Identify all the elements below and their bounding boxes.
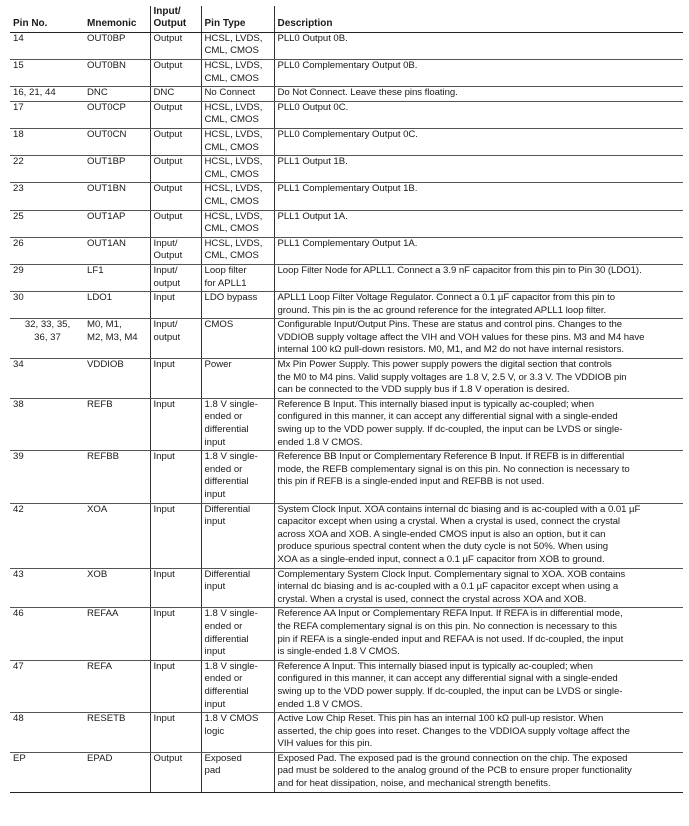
input-output-cell: Input xyxy=(150,398,201,450)
pin-description-table-container xyxy=(10,6,683,793)
pin-type-cell: Differential input xyxy=(201,568,274,608)
pin-number-cell: 47 xyxy=(10,660,84,712)
input-output-cell: Input xyxy=(150,568,201,608)
pin-number-cell: 43 xyxy=(10,568,84,608)
input-output-cell: Output xyxy=(150,32,201,59)
pin-number-cell: 22 xyxy=(10,156,84,183)
pin-number-cell: 34 xyxy=(10,359,84,399)
description-cell: System Clock Input. XOA contains internal dc biasing and is ac-coupled with a 0.01 µF capacitor except when using a crystal. When a crystal is used, connect the crystal across XOA and XOB. A single-ended CMOS input is also an option, but it can produce spurious spectral content when the duty cycle is not 50%. When using XOA as a single-ended input, connect a 0.1 µF capacitor from XOB to ground. xyxy=(274,503,683,568)
pin-number-cell: 25 xyxy=(10,210,84,237)
input-output-cell: Input xyxy=(150,359,201,399)
pin-number-cell: 17 xyxy=(10,101,84,128)
table-row xyxy=(10,32,683,59)
mnemonic-cell: OUT0CN xyxy=(84,128,150,155)
mnemonic-cell: REFAA xyxy=(84,608,150,660)
pin-type-cell: Exposed pad xyxy=(201,752,274,792)
pin-type-cell: HCSL, LVDS, CML, CMOS xyxy=(201,128,274,155)
pin-type-cell: HCSL, LVDS, CML, CMOS xyxy=(201,183,274,210)
pin-number-cell: 29 xyxy=(10,264,84,291)
mnemonic-cell: OUT0BP xyxy=(84,32,150,59)
mnemonic-cell: OUT0BN xyxy=(84,60,150,87)
table-row xyxy=(10,87,683,102)
table-row xyxy=(10,128,683,155)
table-row xyxy=(10,237,683,264)
description-cell: Configurable Input/Output Pins. These are status and control pins. Changes to the VDDIOB supply voltage affect the VIH and VOH values for these pins. M3 and M4 have internal 100 kΩ pull-down resistors. M0, M1, and M2 do not have internal resistors. xyxy=(274,319,683,359)
table-row xyxy=(10,568,683,608)
pin-number-cell: 30 xyxy=(10,292,84,319)
description-cell: Loop Filter Node for APLL1. Connect a 3.9 nF capacitor from this pin to Pin 30 (LDO1). xyxy=(274,264,683,291)
pin-number-cell: 14 xyxy=(10,32,84,59)
pin-type-cell: CMOS xyxy=(201,319,274,359)
pin-number-cell: 39 xyxy=(10,451,84,503)
pin-type-cell: HCSL, LVDS, CML, CMOS xyxy=(201,237,274,264)
input-output-cell: Input/ output xyxy=(150,319,201,359)
pin-number-cell: 18 xyxy=(10,128,84,155)
mnemonic-cell: REFA xyxy=(84,660,150,712)
description-cell: PLL0 Complementary Output 0C. xyxy=(274,128,683,155)
mnemonic-cell: OUT1AP xyxy=(84,210,150,237)
input-output-cell: Output xyxy=(150,128,201,155)
pin-number-cell: 48 xyxy=(10,713,84,753)
table-row xyxy=(10,398,683,450)
input-output-cell: Output xyxy=(150,210,201,237)
description-cell: Active Low Chip Reset. This pin has an internal 100 kΩ pull-up resistor. When asserted, the chip goes into reset. Changes to the VDDIOA supply voltage affect the VIH values for this pin. xyxy=(274,713,683,753)
pin-type-cell: Differential input xyxy=(201,503,274,568)
description-cell: Do Not Connect. Leave these pins floating. xyxy=(274,87,683,102)
pin-type-cell: HCSL, LVDS, CML, CMOS xyxy=(201,156,274,183)
pin-type-cell: 1.8 V CMOS logic xyxy=(201,713,274,753)
table-row xyxy=(10,503,683,568)
pin-number-cell: 23 xyxy=(10,183,84,210)
pin-number-cell: 46 xyxy=(10,608,84,660)
description-cell: PLL1 Complementary Output 1B. xyxy=(274,183,683,210)
pin-type-cell: Loop filter for APLL1 xyxy=(201,264,274,291)
description-cell: Reference A Input. This internally biased input is typically ac-coupled; when configured in this manner, it can accept any differential signal with a single-ended swing up to the VDD power supply. If dc-coupled, the input can be LVDS or single- ended 1.8 V CMOS. xyxy=(274,660,683,712)
input-output-cell: Output xyxy=(150,183,201,210)
description-cell: Mx Pin Power Supply. This power supply powers the digital section that controls the M0 to M4 pins. Valid supply voltages are 1.8 V, 2.5 V, or 3.3 V. The VDDIOB pin can be connected to the VDD supply bus if 1.8 V operation is desired. xyxy=(274,359,683,399)
table-row xyxy=(10,60,683,87)
table-row xyxy=(10,713,683,753)
description-cell: Reference B Input. This internally biased input is typically ac-coupled; when configured in this manner, it can accept any differential signal with a single-ended swing up to the VDD power supply. If dc-coupled, the input can be LVDS or single- ended 1.8 V CMOS. xyxy=(274,398,683,450)
description-cell: PLL1 Complementary Output 1A. xyxy=(274,237,683,264)
pin-type-cell: 1.8 V single- ended or differential input xyxy=(201,608,274,660)
mnemonic-cell: VDDIOB xyxy=(84,359,150,399)
mnemonic-cell: XOA xyxy=(84,503,150,568)
input-output-cell: Input xyxy=(150,503,201,568)
mnemonic-cell: XOB xyxy=(84,568,150,608)
table-row xyxy=(10,451,683,503)
mnemonic-cell: OUT1BN xyxy=(84,183,150,210)
table-body xyxy=(10,32,683,792)
pin-type-cell: 1.8 V single- ended or differential input xyxy=(201,398,274,450)
table-row xyxy=(10,660,683,712)
input-output-cell: Input xyxy=(150,451,201,503)
input-output-cell: Input/ Output xyxy=(150,237,201,264)
header-pin-type: Pin Type xyxy=(201,6,274,32)
table-row xyxy=(10,183,683,210)
header-mnemonic: Mnemonic xyxy=(84,6,150,32)
mnemonic-cell: LDO1 xyxy=(84,292,150,319)
mnemonic-cell: EPAD xyxy=(84,752,150,792)
description-cell: Reference AA Input or Complementary REFA Input. If REFA is in differential mode, the REFA complementary signal is on this pin. No connection is necessary to this pin if REFA is a single-ended input and REFAA is not used. If dc-coupled, the input is single-ended 1.8 V CMOS. xyxy=(274,608,683,660)
input-output-cell: Output xyxy=(150,60,201,87)
pin-number-cell: 42 xyxy=(10,503,84,568)
input-output-cell: DNC xyxy=(150,87,201,102)
input-output-cell: Input xyxy=(150,292,201,319)
pin-type-cell: HCSL, LVDS, CML, CMOS xyxy=(201,210,274,237)
table-row xyxy=(10,608,683,660)
pin-type-cell: 1.8 V single- ended or differential input xyxy=(201,660,274,712)
description-cell: Exposed Pad. The exposed pad is the ground connection on the chip. The exposed pad must be soldered to the analog ground of the PCB to ensure proper functionality and for heat dissipation, noise, and mechanical strength benefits. xyxy=(274,752,683,792)
mnemonic-cell: LF1 xyxy=(84,264,150,291)
mnemonic-cell: DNC xyxy=(84,87,150,102)
table-row xyxy=(10,752,683,792)
header-description: Description xyxy=(274,6,683,32)
pin-type-cell: No Connect xyxy=(201,87,274,102)
table-row xyxy=(10,210,683,237)
pin-number-cell: 32, 33, 35, 36, 37 xyxy=(10,319,84,359)
description-cell: PLL1 Output 1A. xyxy=(274,210,683,237)
mnemonic-cell: OUT1AN xyxy=(84,237,150,264)
mnemonic-cell: RESETB xyxy=(84,713,150,753)
input-output-cell: Input/ output xyxy=(150,264,201,291)
input-output-cell: Output xyxy=(150,156,201,183)
input-output-cell: Output xyxy=(150,101,201,128)
input-output-cell: Input xyxy=(150,713,201,753)
description-cell: APLL1 Loop Filter Voltage Regulator. Connect a 0.1 µF capacitor from this pin to ground. This pin is the ac ground reference for the integrated APLL1 loop filter. xyxy=(274,292,683,319)
pin-number-cell: 15 xyxy=(10,60,84,87)
mnemonic-cell: OUT0CP xyxy=(84,101,150,128)
pin-number-cell: 16, 21, 44 xyxy=(10,87,84,102)
input-output-cell: Input xyxy=(150,660,201,712)
pin-number-cell: EP xyxy=(10,752,84,792)
description-cell: PLL0 Output 0B. xyxy=(274,32,683,59)
pin-type-cell: HCSL, LVDS, CML, CMOS xyxy=(201,32,274,59)
description-cell: PLL0 Complementary Output 0B. xyxy=(274,60,683,87)
table-row xyxy=(10,359,683,399)
mnemonic-cell: REFB xyxy=(84,398,150,450)
pin-type-cell: HCSL, LVDS, CML, CMOS xyxy=(201,101,274,128)
table-header-row xyxy=(10,6,683,32)
mnemonic-cell: M0, M1, M2, M3, M4 xyxy=(84,319,150,359)
input-output-cell: Input xyxy=(150,608,201,660)
header-pin-no: Pin No. xyxy=(10,6,84,32)
pin-number-cell: 26 xyxy=(10,237,84,264)
pin-type-cell: 1.8 V single- ended or differential input xyxy=(201,451,274,503)
mnemonic-cell: REFBB xyxy=(84,451,150,503)
table-row xyxy=(10,101,683,128)
pin-type-cell: HCSL, LVDS, CML, CMOS xyxy=(201,60,274,87)
pin-type-cell: Power xyxy=(201,359,274,399)
table-row xyxy=(10,264,683,291)
pin-number-cell: 38 xyxy=(10,398,84,450)
description-cell: PLL0 Output 0C. xyxy=(274,101,683,128)
input-output-cell: Output xyxy=(150,752,201,792)
description-cell: Complementary System Clock Input. Complementary signal to XOA. XOB contains internal dc biasing and is ac-coupled with a 0.1 µF capacitor except when using a crystal. When a crystal is used, connect the crystal across XOA and XOB. xyxy=(274,568,683,608)
table-row xyxy=(10,156,683,183)
description-cell: PLL1 Output 1B. xyxy=(274,156,683,183)
description-cell: Reference BB Input or Complementary Reference B Input. If REFB is in differential mode, the REFB complementary signal is on this pin. No connection is necessary to this pin if REFB is a single-ended input and REFBB is not used. xyxy=(274,451,683,503)
mnemonic-cell: OUT1BP xyxy=(84,156,150,183)
pin-description-table xyxy=(10,6,683,793)
header-input-output: Input/ Output xyxy=(150,6,201,32)
table-row xyxy=(10,292,683,319)
pin-type-cell: LDO bypass xyxy=(201,292,274,319)
table-row xyxy=(10,319,683,359)
